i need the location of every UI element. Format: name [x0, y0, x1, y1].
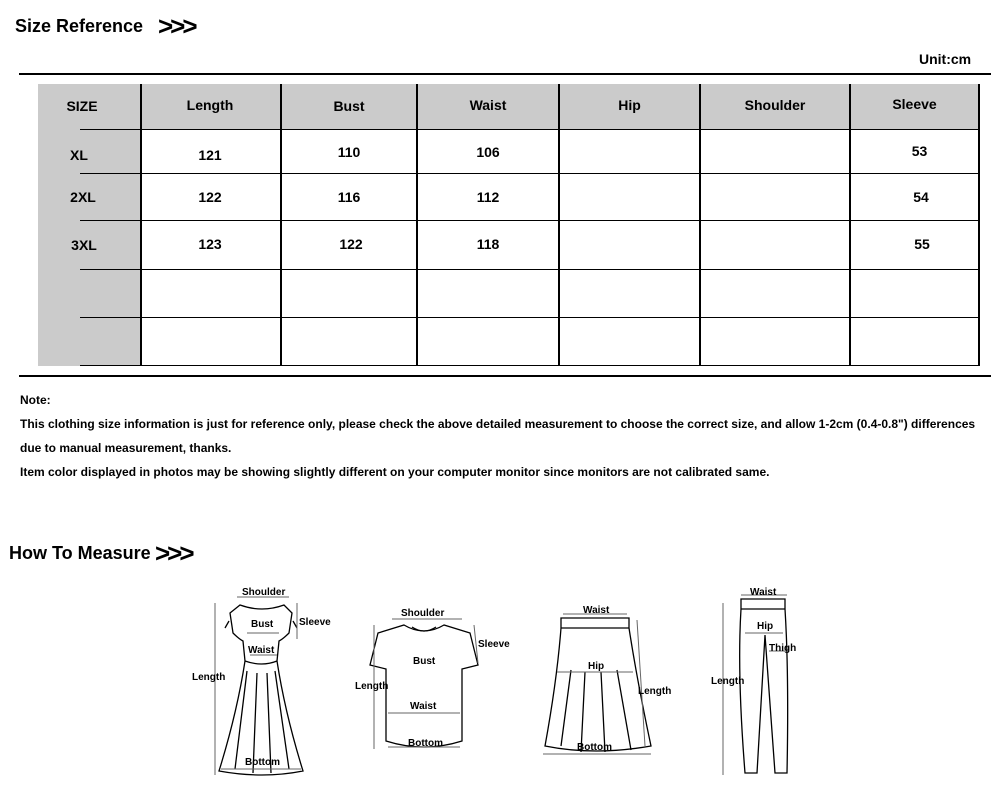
- table-vline: [558, 84, 560, 366]
- skirt-waist-label: Waist: [583, 605, 610, 616]
- cell-length: 123: [198, 236, 222, 252]
- skirt-hip-label: Hip: [588, 661, 605, 672]
- size-column-background: [38, 84, 140, 366]
- table-vline: [699, 84, 701, 366]
- dress-waist-label: Waist: [248, 645, 275, 656]
- tshirt-shoulder-label: Shoulder: [401, 608, 445, 619]
- header-shoulder: Shoulder: [744, 97, 806, 113]
- dress-sleeve-label: Sleeve: [299, 617, 331, 628]
- header-sleeve: Sleeve: [892, 96, 937, 112]
- skirt-diagram: [535, 600, 680, 765]
- how-to-measure-title: How To Measure: [9, 543, 151, 563]
- dress-shoulder-label: Shoulder: [242, 587, 286, 598]
- row-size-label: 2XL: [70, 189, 96, 205]
- header-size: SIZE: [66, 98, 98, 114]
- skirt-length-label: Length: [638, 686, 672, 697]
- chevron-arrows-icon: >>>: [158, 11, 195, 41]
- note-heading: Note:: [20, 393, 51, 407]
- cell-sleeve: 55: [914, 236, 930, 252]
- cell-sleeve: 54: [913, 189, 929, 205]
- pants-thigh-label: Thigh: [769, 643, 797, 654]
- dress-diagram: [185, 583, 340, 783]
- size-reference-title: Size Reference: [15, 16, 144, 36]
- cell-waist: 118: [476, 236, 500, 252]
- table-hline: [80, 220, 980, 221]
- tshirt-diagram: [352, 603, 522, 763]
- skirt-bottom-label: Bottom: [577, 742, 612, 753]
- cell-bust: 116: [337, 189, 361, 205]
- table-hline: [80, 129, 980, 130]
- cell-waist: 106: [476, 144, 500, 160]
- table-vline: [978, 84, 980, 366]
- table-hline: [80, 269, 980, 270]
- row-size-label: 3XL: [71, 237, 97, 253]
- tshirt-sleeve-label: Sleeve: [478, 639, 510, 650]
- header-bust: Bust: [333, 98, 365, 114]
- pants-waist-label: Waist: [750, 587, 777, 598]
- dress-bottom-label: Bottom: [245, 757, 280, 768]
- tshirt-bottom-label: Bottom: [408, 738, 443, 749]
- cell-bust: 110: [337, 144, 361, 160]
- dress-bust-label: Bust: [251, 619, 274, 630]
- table-vline: [280, 84, 282, 366]
- bottom-divider: [19, 375, 991, 377]
- cell-bust: 122: [339, 236, 363, 252]
- pants-diagram: [705, 583, 815, 783]
- row-size-label: XL: [70, 147, 88, 163]
- dress-length-label: Length: [192, 672, 226, 683]
- table-vline: [140, 84, 142, 366]
- header-waist: Waist: [469, 97, 507, 113]
- table-vline: [849, 84, 851, 366]
- unit-label: Unit:cm: [919, 51, 972, 67]
- cell-sleeve: 53: [911, 143, 928, 159]
- cell-length: 122: [198, 189, 222, 205]
- table-hline: [80, 173, 980, 174]
- header-length: Length: [186, 97, 234, 113]
- pants-length-label: Length: [711, 676, 745, 687]
- header-hip: Hip: [618, 97, 641, 113]
- cell-waist: 112: [476, 189, 500, 205]
- note-line-1: This clothing size information is just for reference only, please check the above detailed measurement to choose the correct size, and allow 1-2cm (0.4-0.8") differences: [20, 417, 976, 431]
- tshirt-length-label: Length: [355, 681, 389, 692]
- table-vline: [416, 84, 418, 366]
- table-hline: [80, 317, 980, 318]
- table-hline: [80, 365, 980, 366]
- tshirt-waist-label: Waist: [410, 701, 437, 712]
- cell-length: 121: [198, 147, 222, 163]
- note-line-2: due to manual measurement, thanks.: [20, 441, 232, 455]
- top-divider: [19, 73, 991, 75]
- note-line-3: Item color displayed in photos may be showing slightly different on your computer monitor since monitors are not calibrated same.: [20, 465, 770, 479]
- chevron-arrows-icon: >>>: [155, 538, 192, 568]
- pants-hip-label: Hip: [757, 621, 774, 632]
- tshirt-bust-label: Bust: [413, 656, 436, 667]
- size-table: [38, 84, 980, 366]
